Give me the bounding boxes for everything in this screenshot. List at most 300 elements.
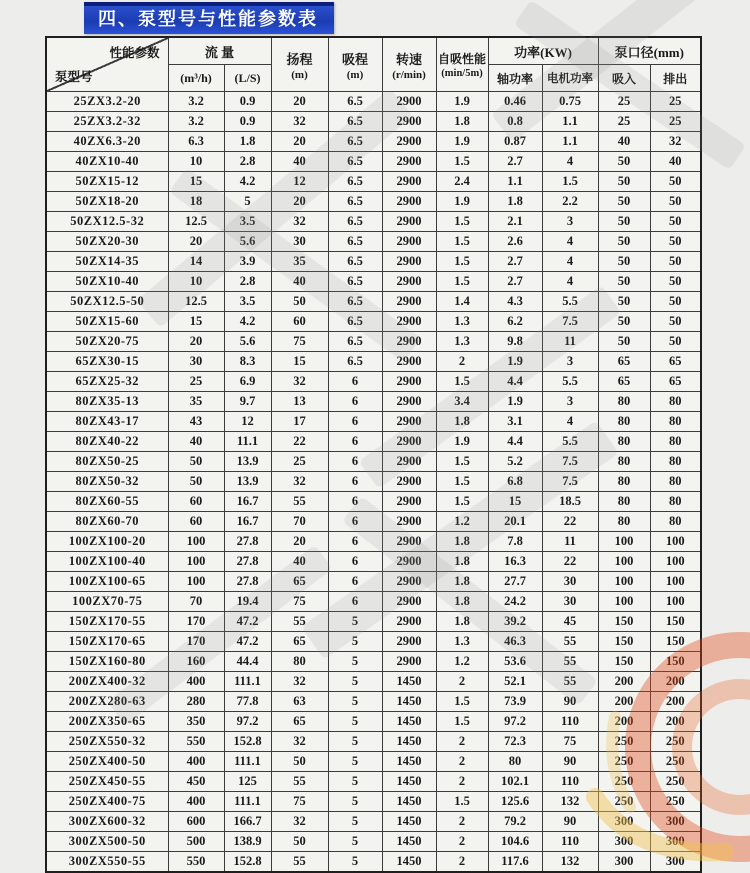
table-row [46,232,701,252]
table-row [46,732,701,752]
cell-speed: 1450 [382,672,436,692]
cell-head: 15 [271,352,328,372]
cell-head: 25 [271,452,328,472]
cell-bore-discharge: 300 [650,852,701,873]
cell-head: 17 [271,412,328,432]
cell-motor-power: 4 [542,412,598,432]
cell-flow-m3h: 550 [168,852,224,873]
cell-self-priming: 1.5 [436,372,488,392]
cell-bore-discharge: 100 [650,552,701,572]
cell-flow-ls: 0.9 [224,112,271,132]
cell-shaft-power: 6.2 [488,312,542,332]
cell-flow-m3h: 25 [168,372,224,392]
cell-shaft-power: 1.9 [488,352,542,372]
cell-flow-ls: 13.9 [224,452,271,472]
cell-bore-discharge: 80 [650,392,701,412]
cell-head: 32 [271,372,328,392]
cell-flow-m3h: 40 [168,432,224,452]
cell-pump-model: 300ZX550-55 [46,852,168,873]
cell-speed: 2900 [382,232,436,252]
cell-motor-power: 110 [542,832,598,852]
cell-pump-model: 25ZX3.2-20 [46,92,168,112]
cell-shaft-power: 24.2 [488,592,542,612]
cell-bore-suction: 65 [598,372,650,392]
cell-suction-lift: 6.5 [328,352,382,372]
cell-flow-m3h: 14 [168,252,224,272]
cell-motor-power: 132 [542,792,598,812]
cell-head: 80 [271,652,328,672]
cell-self-priming: 2 [436,672,488,692]
cell-flow-m3h: 170 [168,632,224,652]
cell-self-priming: 1.8 [436,572,488,592]
table-row [46,792,701,812]
cell-speed: 2900 [382,592,436,612]
flow-unit-m3h-header: (m³/h) [168,65,224,92]
cell-shaft-power: 7.8 [488,532,542,552]
cell-motor-power: 90 [542,812,598,832]
cell-self-priming: 1.5 [436,252,488,272]
cell-shaft-power: 9.8 [488,332,542,352]
cell-self-priming: 2.4 [436,172,488,192]
cell-bore-discharge: 200 [650,692,701,712]
cell-shaft-power: 53.6 [488,652,542,672]
cell-shaft-power: 73.9 [488,692,542,712]
cell-pump-model: 300ZX500-50 [46,832,168,852]
cell-pump-model: 150ZX170-55 [46,612,168,632]
cell-motor-power: 110 [542,712,598,732]
cell-bore-discharge: 100 [650,572,701,592]
cell-motor-power: 4 [542,252,598,272]
cell-head: 55 [271,612,328,632]
cell-flow-ls: 9.7 [224,392,271,412]
cell-motor-power: 11 [542,332,598,352]
cell-bore-discharge: 50 [650,272,701,292]
cell-suction-lift: 6 [328,532,382,552]
cell-speed: 2900 [382,172,436,192]
cell-shaft-power: 5.2 [488,452,542,472]
cell-pump-model: 50ZX20-30 [46,232,168,252]
cell-suction-lift: 6.5 [328,192,382,212]
table-row [46,412,701,432]
cell-flow-ls: 27.8 [224,532,271,552]
cell-bore-discharge: 50 [650,252,701,272]
table-row [46,372,701,392]
cell-suction-lift: 6.5 [328,152,382,172]
cell-bore-discharge: 150 [650,652,701,672]
table-row [46,592,701,612]
cell-suction-lift: 5 [328,812,382,832]
cell-flow-m3h: 160 [168,652,224,672]
cell-bore-discharge: 25 [650,92,701,112]
cell-speed: 2900 [382,492,436,512]
flow-unit-ls-header: (L/S) [224,65,271,92]
cell-flow-ls: 27.8 [224,552,271,572]
cell-shaft-power: 0.46 [488,92,542,112]
cell-pump-model: 80ZX50-25 [46,452,168,472]
cell-flow-ls: 47.2 [224,612,271,632]
cell-flow-m3h: 350 [168,712,224,732]
cell-suction-lift: 6.5 [328,252,382,272]
cell-speed: 1450 [382,712,436,732]
cell-speed: 2900 [382,632,436,652]
cell-shaft-power: 6.8 [488,472,542,492]
table-row [46,272,701,292]
cell-shaft-power: 20.1 [488,512,542,532]
table-row [46,532,701,552]
cell-flow-m3h: 60 [168,512,224,532]
cell-head: 70 [271,512,328,532]
cell-head: 40 [271,152,328,172]
cell-speed: 2900 [382,332,436,352]
cell-flow-ls: 3.5 [224,212,271,232]
cell-flow-m3h: 100 [168,572,224,592]
cell-flow-m3h: 400 [168,792,224,812]
cell-head: 40 [271,552,328,572]
table-row [46,92,701,112]
cell-flow-m3h: 50 [168,472,224,492]
cell-pump-model: 80ZX35-13 [46,392,168,412]
cell-flow-ls: 5.6 [224,332,271,352]
cell-speed: 2900 [382,212,436,232]
cell-bore-suction: 100 [598,572,650,592]
cell-motor-power: 4 [542,152,598,172]
cell-speed: 2900 [382,532,436,552]
cell-head: 32 [271,672,328,692]
table-row [46,692,701,712]
cell-bore-discharge: 50 [650,172,701,192]
cell-self-priming: 1.5 [436,792,488,812]
cell-flow-m3h: 10 [168,152,224,172]
cell-shaft-power: 2.1 [488,212,542,232]
cell-bore-suction: 25 [598,112,650,132]
corner-header-cell [46,37,168,92]
cell-bore-discharge: 200 [650,712,701,732]
cell-bore-suction: 80 [598,452,650,472]
cell-pump-model: 200ZX350-65 [46,712,168,732]
cell-speed: 1450 [382,772,436,792]
cell-pump-model: 80ZX60-55 [46,492,168,512]
cell-motor-power: 75 [542,732,598,752]
cell-suction-lift: 6.5 [328,332,382,352]
cell-suction-lift: 5 [328,672,382,692]
cell-motor-power: 5.5 [542,292,598,312]
table-row [46,152,701,172]
cell-bore-suction: 25 [598,92,650,112]
cell-flow-ls: 27.8 [224,572,271,592]
cell-suction-lift: 5 [328,772,382,792]
cell-head: 65 [271,572,328,592]
table-row [46,812,701,832]
table-row [46,832,701,852]
cell-bore-suction: 50 [598,272,650,292]
cell-flow-m3h: 12.5 [168,292,224,312]
cell-head: 32 [271,812,328,832]
bore-discharge-header: 排出 [650,65,701,92]
cell-suction-lift: 6.5 [328,232,382,252]
cell-shaft-power: 2.6 [488,232,542,252]
table-row [46,712,701,732]
bore-group-header: 泵口径(mm) [598,37,701,65]
cell-bore-suction: 50 [598,232,650,252]
cell-pump-model: 80ZX50-32 [46,472,168,492]
cell-self-priming: 1.5 [436,232,488,252]
cell-suction-lift: 6.5 [328,112,382,132]
cell-head: 20 [271,532,328,552]
cell-suction-lift: 5 [328,692,382,712]
cell-pump-model: 250ZX550-32 [46,732,168,752]
cell-self-priming: 1.5 [436,692,488,712]
cell-bore-discharge: 80 [650,432,701,452]
cell-bore-discharge: 50 [650,312,701,332]
cell-motor-power: 45 [542,612,598,632]
cell-suction-lift: 5 [328,632,382,652]
cell-speed: 2900 [382,652,436,672]
cell-flow-ls: 111.1 [224,672,271,692]
cell-motor-power: 1.1 [542,132,598,152]
cell-self-priming: 1.5 [436,272,488,292]
cell-bore-suction: 250 [598,732,650,752]
cell-shaft-power: 39.2 [488,612,542,632]
table-row [46,752,701,772]
table-row [46,292,701,312]
cell-shaft-power: 1.1 [488,172,542,192]
cell-flow-ls: 13.9 [224,472,271,492]
cell-bore-discharge: 50 [650,232,701,252]
cell-flow-m3h: 18 [168,192,224,212]
cell-shaft-power: 102.1 [488,772,542,792]
cell-flow-m3h: 10 [168,272,224,292]
cell-suction-lift: 6 [328,412,382,432]
cell-bore-suction: 80 [598,392,650,412]
cell-bore-discharge: 50 [650,192,701,212]
cell-bore-suction: 300 [598,812,650,832]
cell-motor-power: 3 [542,352,598,372]
cell-suction-lift: 6 [328,452,382,472]
cell-bore-discharge: 65 [650,372,701,392]
cell-bore-suction: 65 [598,352,650,372]
cell-pump-model: 50ZX15-60 [46,312,168,332]
cell-flow-m3h: 100 [168,552,224,572]
cell-bore-discharge: 65 [650,352,701,372]
cell-self-priming: 2 [436,352,488,372]
cell-motor-power: 132 [542,852,598,873]
cell-speed: 2900 [382,432,436,452]
cell-pump-model: 65ZX25-32 [46,372,168,392]
self-priming-column-header: 自吸性能 (min/5m) [436,37,488,92]
cell-motor-power: 18.5 [542,492,598,512]
cell-head: 75 [271,332,328,352]
cell-speed: 2900 [382,612,436,632]
cell-bore-suction: 80 [598,432,650,452]
cell-speed: 2900 [382,192,436,212]
cell-head: 60 [271,312,328,332]
cell-suction-lift: 6 [328,492,382,512]
cell-speed: 2900 [382,412,436,432]
power-group-header: 功率(KW) [488,37,598,65]
cell-motor-power: 7.5 [542,312,598,332]
table-row [46,332,701,352]
cell-flow-m3h: 500 [168,832,224,852]
table-row [46,432,701,452]
cell-pump-model: 300ZX600-32 [46,812,168,832]
cell-flow-ls: 166.7 [224,812,271,832]
cell-motor-power: 2.2 [542,192,598,212]
cell-motor-power: 90 [542,752,598,772]
cell-flow-ls: 12 [224,412,271,432]
cell-bore-suction: 80 [598,492,650,512]
cell-bore-suction: 100 [598,552,650,572]
table-row [46,452,701,472]
cell-flow-m3h: 50 [168,452,224,472]
cell-bore-discharge: 300 [650,812,701,832]
cell-self-priming: 1.5 [436,452,488,472]
cell-flow-ls: 0.9 [224,92,271,112]
cell-pump-model: 100ZX100-65 [46,572,168,592]
cell-self-priming: 1.5 [436,212,488,232]
motor-power-header: 电机功率 [542,65,598,92]
cell-bore-discharge: 150 [650,632,701,652]
cell-pump-model: 50ZX20-75 [46,332,168,352]
cell-flow-ls: 19.4 [224,592,271,612]
cell-suction-lift: 6.5 [328,212,382,232]
cell-flow-ls: 3.5 [224,292,271,312]
cell-speed: 1450 [382,752,436,772]
cell-suction-lift: 5 [328,752,382,772]
cell-speed: 2900 [382,92,436,112]
cell-flow-m3h: 43 [168,412,224,432]
cell-suction-lift: 5 [328,732,382,752]
cell-head: 32 [271,112,328,132]
cell-flow-ls: 138.9 [224,832,271,852]
cell-bore-suction: 80 [598,512,650,532]
cell-self-priming: 1.2 [436,512,488,532]
cell-head: 40 [271,272,328,292]
cell-pump-model: 40ZX6.3-20 [46,132,168,152]
cell-head: 75 [271,792,328,812]
cell-speed: 2900 [382,392,436,412]
cell-head: 63 [271,692,328,712]
corner-label-pump-model: 泵型号 [55,70,93,84]
cell-suction-lift: 6 [328,372,382,392]
cell-motor-power: 110 [542,772,598,792]
cell-pump-model: 100ZX100-20 [46,532,168,552]
cell-pump-model: 50ZX18-20 [46,192,168,212]
cell-self-priming: 1.8 [436,412,488,432]
cell-pump-model: 50ZX12.5-32 [46,212,168,232]
cell-flow-ls: 125 [224,772,271,792]
cell-bore-discharge: 80 [650,492,701,512]
cell-motor-power: 7.5 [542,452,598,472]
cell-shaft-power: 3.1 [488,412,542,432]
cell-motor-power: 1.1 [542,112,598,132]
cell-flow-ls: 2.8 [224,272,271,292]
cell-motor-power: 30 [542,572,598,592]
cell-shaft-power: 2.7 [488,152,542,172]
cell-flow-ls: 8.3 [224,352,271,372]
cell-speed: 2900 [382,512,436,532]
cell-motor-power: 30 [542,592,598,612]
cell-flow-ls: 2.8 [224,152,271,172]
cell-self-priming: 2 [436,772,488,792]
cell-pump-model: 50ZX15-12 [46,172,168,192]
cell-speed: 2900 [382,352,436,372]
cell-self-priming: 1.4 [436,292,488,312]
cell-flow-ls: 5.6 [224,232,271,252]
cell-motor-power: 7.5 [542,472,598,492]
cell-shaft-power: 1.9 [488,392,542,412]
cell-head: 32 [271,472,328,492]
table-row [46,472,701,492]
table-row [46,212,701,232]
cell-suction-lift: 6 [328,432,382,452]
cell-pump-model: 50ZX10-40 [46,272,168,292]
cell-head: 20 [271,92,328,112]
cell-flow-m3h: 15 [168,312,224,332]
cell-pump-model: 150ZX160-80 [46,652,168,672]
cell-bore-suction: 150 [598,632,650,652]
cell-suction-lift: 5 [328,852,382,873]
cell-flow-m3h: 30 [168,352,224,372]
cell-bore-discharge: 80 [650,452,701,472]
cell-bore-discharge: 32 [650,132,701,152]
cell-shaft-power: 16.3 [488,552,542,572]
cell-pump-model: 200ZX400-32 [46,672,168,692]
cell-head: 50 [271,752,328,772]
cell-bore-suction: 100 [598,592,650,612]
cell-flow-m3h: 6.3 [168,132,224,152]
table-row [46,652,701,672]
cell-speed: 2900 [382,292,436,312]
cell-head: 35 [271,252,328,272]
cell-self-priming: 2 [436,812,488,832]
cell-motor-power: 4 [542,232,598,252]
cell-speed: 2900 [382,112,436,132]
cell-shaft-power: 0.87 [488,132,542,152]
cell-motor-power: 3 [542,212,598,232]
cell-bore-discharge: 250 [650,732,701,752]
cell-bore-suction: 50 [598,212,650,232]
cell-suction-lift: 6 [328,552,382,572]
cell-speed: 1450 [382,732,436,752]
cell-suction-lift: 5 [328,612,382,632]
cell-shaft-power: 27.7 [488,572,542,592]
cell-flow-m3h: 280 [168,692,224,712]
cell-pump-model: 250ZX400-75 [46,792,168,812]
cell-pump-model: 100ZX100-40 [46,552,168,572]
cell-flow-ls: 77.8 [224,692,271,712]
cell-bore-suction: 50 [598,252,650,272]
cell-self-priming: 2 [436,832,488,852]
cell-bore-discharge: 80 [650,512,701,532]
table-row [46,552,701,572]
cell-head: 50 [271,292,328,312]
cell-bore-discharge: 80 [650,412,701,432]
cell-head: 55 [271,492,328,512]
cell-flow-m3h: 12.5 [168,212,224,232]
cell-speed: 2900 [382,132,436,152]
cell-bore-discharge: 80 [650,472,701,492]
table-row [46,572,701,592]
table-row [46,512,701,532]
cell-bore-suction: 80 [598,472,650,492]
cell-suction-lift: 6.5 [328,292,382,312]
cell-speed: 2900 [382,152,436,172]
cell-suction-lift: 6 [328,392,382,412]
cell-bore-discharge: 50 [650,212,701,232]
cell-self-priming: 1.2 [436,652,488,672]
cell-flow-ls: 97.2 [224,712,271,732]
cell-flow-m3h: 400 [168,672,224,692]
